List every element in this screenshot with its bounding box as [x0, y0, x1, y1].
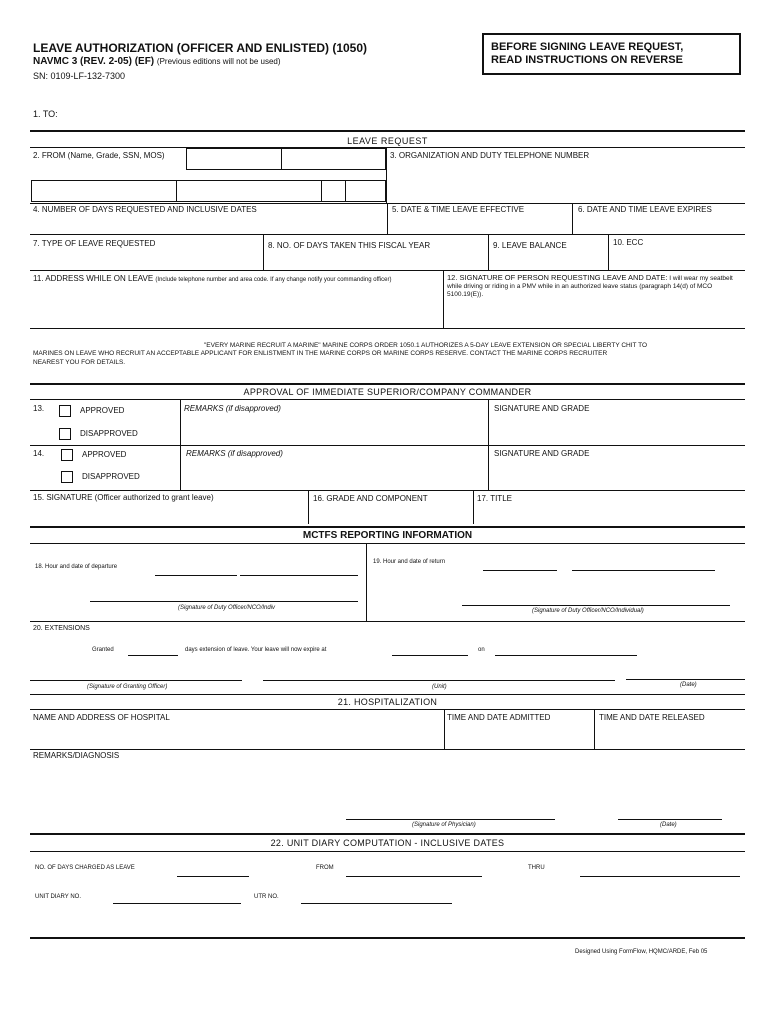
- granting-officer-caption: (Signature of Granting Officer): [87, 684, 168, 690]
- from-name-field[interactable]: [186, 148, 282, 170]
- approved-13-checkbox[interactable]: [59, 405, 71, 417]
- extensions-label: 20. EXTENSIONS: [33, 625, 90, 632]
- unit-diary-no-label: UNIT DIARY NO.: [35, 894, 82, 900]
- recruit-notice-line-3: NEAREST YOU FOR DETAILS.: [33, 359, 126, 366]
- granted-text: Granted: [92, 647, 114, 653]
- from-mos-field[interactable]: [176, 180, 322, 202]
- admitted-label: TIME AND DATE ADMITTED: [447, 713, 551, 722]
- section-rule: [30, 130, 745, 132]
- approved-14-checkbox[interactable]: [61, 449, 73, 461]
- previous-editions-note: (Previous editions will not be used): [156, 57, 281, 66]
- unit-caption: (Unit): [432, 684, 447, 690]
- extension-time-field[interactable]: [392, 655, 468, 656]
- remarks-14-label: REMARKS (if disapproved): [186, 449, 283, 458]
- form-number-line: [33, 56, 281, 67]
- form-title: LEAVE AUTHORIZATION (OFFICER AND ENLISTED) (1050): [33, 41, 368, 55]
- remarks-13-label: REMARKS (if disapproved): [184, 404, 281, 413]
- duty-officer-19-caption: (Signature of Duty Officer/NCO/Individual): [532, 608, 644, 614]
- signature-label-block: [447, 274, 745, 299]
- recruit-notice-line-2: MARINES ON LEAVE WHO RECRUIT AN ACCEPTABLE APPLICANT FOR ENLISTMENT IN THE MARINE CORPS OR MARINE CORPS RESERVE. CONTACT THE MARINE CORPS RECRUITER: [33, 350, 608, 357]
- disapproved-14-checkbox[interactable]: [61, 471, 73, 483]
- instructions-notice: [482, 33, 741, 75]
- days-requested-label: 4. NUMBER OF DAYS REQUESTED AND INCLUSIVE DATES: [33, 205, 257, 214]
- hospitalization-title: 21. HOSPITALIZATION: [337, 697, 438, 707]
- approved-14-label: APPROVED: [82, 450, 127, 459]
- form-number: NAVMC 3 (REV. 2-05) (EF): [33, 56, 155, 67]
- thru-label: THRU: [528, 865, 545, 871]
- granting-officer-line[interactable]: [30, 680, 242, 681]
- approval-title: APPROVAL OF IMMEDIATE SUPERIOR/COMPANY COMMANDER: [243, 387, 532, 397]
- balance-label: 9. LEAVE BALANCE: [493, 241, 567, 250]
- physician-date-caption: (Date): [660, 822, 677, 828]
- address-note: (Include telephone number and area code. If any change notify your commanding officer): [155, 277, 392, 283]
- notice-line-1: BEFORE SIGNING LEAVE REQUEST,: [491, 41, 684, 53]
- approved-13-label: APPROVED: [80, 406, 125, 415]
- recruit-notice-line-1: "EVERY MARINE RECRUIT A MARINE" MARINE CORPS ORDER 1050.1 AUTHORIZES A 5-DAY LEAVE EXTENSION OR SPECIAL LIBERTY CHIT TO: [204, 342, 648, 349]
- sig-grade-14-label: SIGNATURE AND GRADE: [494, 449, 590, 458]
- address-label-block: [33, 274, 438, 285]
- days-taken-label: 8. NO. OF DAYS TAKEN THIS FISCAL YEAR: [268, 241, 431, 250]
- signature-note: I will wear my seatbelt while driving or riding in a PMV while in an authorized leave status (paragraph 14(d) of MCO 5100.19(E)).: [447, 275, 733, 298]
- physician-caption: (Signature of Physician): [412, 822, 476, 828]
- return-label: 19. Hour and date of return: [373, 559, 446, 565]
- grade-16-label: 16. GRADE AND COMPONENT: [313, 494, 428, 503]
- extension-date-caption: (Date): [680, 682, 697, 688]
- title-17-label: 17. TITLE: [477, 494, 512, 503]
- leave-request-title: LEAVE REQUEST: [347, 136, 428, 146]
- released-label: TIME AND DATE RELEASED: [599, 713, 705, 722]
- disapproved-14-label: DISAPPROVED: [82, 472, 140, 481]
- ecc-label: 10. ECC: [613, 238, 644, 247]
- org-label: 3. ORGANIZATION AND DUTY TELEPHONE NUMBER: [390, 151, 590, 160]
- item-14-label: 14.: [33, 449, 45, 458]
- departure-date-field[interactable]: [240, 575, 358, 576]
- sig-grade-13-label: SIGNATURE AND GRADE: [494, 404, 590, 413]
- signature-15-label: 15. SIGNATURE (Officer authorized to grant leave): [33, 493, 214, 502]
- duty-officer-18-line[interactable]: [90, 601, 358, 602]
- on-text: on: [478, 647, 485, 653]
- unit-diary-no-field[interactable]: [113, 903, 241, 904]
- utr-no-field[interactable]: [301, 903, 452, 904]
- physician-signature-line[interactable]: [346, 819, 555, 820]
- extension-days-field[interactable]: [128, 655, 178, 656]
- days-charged-label: NO. OF DAYS CHARGED AS LEAVE: [35, 865, 135, 871]
- departure-hour-field[interactable]: [155, 575, 237, 576]
- extension-date-field[interactable]: [495, 655, 637, 656]
- to-label: 1. TO:: [33, 109, 58, 119]
- disapproved-13-label: DISAPPROVED: [80, 429, 138, 438]
- duty-officer-18-caption: (Signature of Duty Officer/NCO/Indiv: [178, 605, 276, 611]
- from-extra-field[interactable]: [345, 180, 386, 202]
- days-extension-text: days extension of leave. Your leave will now expire at: [185, 647, 327, 653]
- remarks-diagnosis-label: REMARKS/DIAGNOSIS: [33, 751, 120, 760]
- footer-designed: Designed Using FormFlow, HQMC/ARDE, Feb 05: [575, 949, 708, 955]
- expires-label: 6. DATE AND TIME LEAVE EXPIRES: [578, 205, 712, 214]
- from-code-field[interactable]: [321, 180, 346, 202]
- departure-label: 18. Hour and date of departure: [35, 564, 118, 570]
- days-charged-field[interactable]: [177, 876, 249, 877]
- from-label: 2. FROM (Name, Grade, SSN, MOS): [33, 151, 165, 160]
- type-label: 7. TYPE OF LEAVE REQUESTED: [33, 239, 156, 248]
- physician-date-line[interactable]: [618, 819, 722, 820]
- duty-officer-19-line[interactable]: [462, 605, 730, 606]
- from-ssn-field[interactable]: [31, 180, 177, 202]
- address-label: 11. ADDRESS WHILE ON LEAVE: [33, 274, 154, 283]
- item-13-label: 13.: [33, 404, 45, 413]
- signature-label: 12. SIGNATURE OF PERSON REQUESTING LEAVE AND DATE:: [447, 273, 668, 282]
- stock-number: SN: 0109-LF-132-7300: [33, 71, 126, 81]
- extension-sign-date-line[interactable]: [626, 679, 745, 680]
- mctfs-title: MCTFS REPORTING INFORMATION: [302, 530, 473, 541]
- effective-label: 5. DATE & TIME LEAVE EFFECTIVE: [392, 205, 525, 214]
- from-label-22: FROM: [316, 865, 334, 871]
- unit-line[interactable]: [263, 680, 615, 681]
- unit-diary-title: 22. UNIT DIARY COMPUTATION - INCLUSIVE DATES: [270, 838, 505, 848]
- hospital-name-label: NAME AND ADDRESS OF HOSPITAL: [33, 713, 170, 722]
- utr-no-label: UTR NO.: [254, 894, 279, 900]
- from-date-field[interactable]: [346, 876, 482, 877]
- thru-date-field[interactable]: [580, 876, 740, 877]
- return-hour-field[interactable]: [483, 570, 557, 571]
- disapproved-13-checkbox[interactable]: [59, 428, 71, 440]
- from-grade-field[interactable]: [281, 148, 386, 170]
- return-date-field[interactable]: [572, 570, 715, 571]
- notice-line-2: READ INSTRUCTIONS ON REVERSE: [491, 54, 683, 66]
